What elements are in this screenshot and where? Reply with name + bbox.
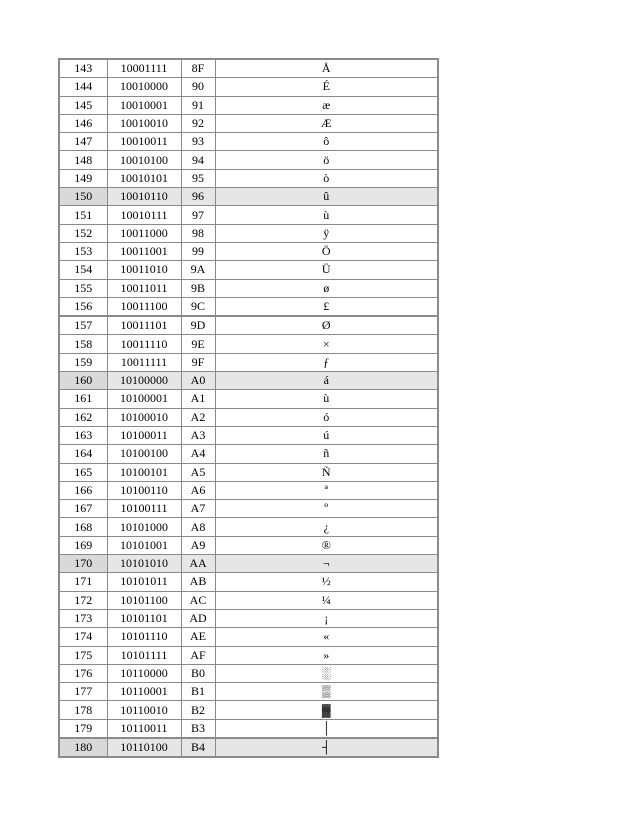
- character-cell: Ñ: [215, 463, 438, 481]
- hex-cell: 92: [181, 114, 215, 132]
- character-cell: Æ: [215, 114, 438, 132]
- binary-cell: 10010001: [107, 96, 181, 114]
- binary-cell: 10101011: [107, 573, 181, 591]
- character-cell: £: [215, 297, 438, 316]
- binary-cell: 10010111: [107, 206, 181, 224]
- hex-cell: 91: [181, 96, 215, 114]
- binary-cell: 10100101: [107, 463, 181, 481]
- character-cell: ¡: [215, 609, 438, 627]
- hex-cell: A6: [181, 481, 215, 499]
- character-cell: æ: [215, 96, 438, 114]
- character-cell: ñ: [215, 445, 438, 463]
- hex-cell: A7: [181, 500, 215, 518]
- hex-cell: A5: [181, 463, 215, 481]
- binary-cell: 10101111: [107, 646, 181, 664]
- table-row: [59, 591, 438, 609]
- binary-cell: 10011011: [107, 279, 181, 297]
- binary-cell: 10100111: [107, 500, 181, 518]
- binary-cell: 10100010: [107, 408, 181, 426]
- hex-cell: B4: [181, 738, 215, 757]
- decimal-cell: 173: [59, 609, 107, 627]
- hex-cell: 98: [181, 224, 215, 242]
- decimal-cell: 172: [59, 591, 107, 609]
- character-cell: ░: [215, 664, 438, 682]
- decimal-cell: 166: [59, 481, 107, 499]
- hex-cell: B3: [181, 719, 215, 738]
- character-cell: É: [215, 78, 438, 96]
- hex-cell: 8F: [181, 59, 215, 78]
- decimal-cell: 158: [59, 335, 107, 353]
- binary-cell: 10110000: [107, 664, 181, 682]
- decimal-cell: 171: [59, 573, 107, 591]
- hex-cell: A1: [181, 390, 215, 408]
- hex-cell: 93: [181, 133, 215, 151]
- table-row: [59, 114, 438, 132]
- hex-cell: AE: [181, 628, 215, 646]
- character-cell: »: [215, 646, 438, 664]
- table-row: [59, 335, 438, 353]
- character-cell: ×: [215, 335, 438, 353]
- character-cell: á: [215, 372, 438, 390]
- hex-cell: A9: [181, 536, 215, 554]
- character-cell: Ü: [215, 261, 438, 279]
- decimal-cell: 156: [59, 297, 107, 316]
- hex-cell: 9F: [181, 353, 215, 371]
- decimal-cell: 149: [59, 169, 107, 187]
- table-row: [59, 78, 438, 96]
- hex-cell: A8: [181, 518, 215, 536]
- hex-cell: B2: [181, 701, 215, 719]
- binary-cell: 10011100: [107, 297, 181, 316]
- binary-cell: 10110010: [107, 701, 181, 719]
- hex-cell: A2: [181, 408, 215, 426]
- character-cell: º: [215, 500, 438, 518]
- hex-cell: 97: [181, 206, 215, 224]
- decimal-cell: 168: [59, 518, 107, 536]
- table-row: [59, 188, 438, 206]
- character-cell: ö: [215, 151, 438, 169]
- character-cell: û: [215, 188, 438, 206]
- binary-cell: 10010000: [107, 78, 181, 96]
- character-cell: ª: [215, 481, 438, 499]
- character-cell: ø: [215, 279, 438, 297]
- table-row: [59, 408, 438, 426]
- hex-cell: AC: [181, 591, 215, 609]
- decimal-cell: 152: [59, 224, 107, 242]
- decimal-cell: 154: [59, 261, 107, 279]
- character-cell: ò: [215, 169, 438, 187]
- binary-cell: 10011111: [107, 353, 181, 371]
- decimal-cell: 151: [59, 206, 107, 224]
- table-row: [59, 372, 438, 390]
- decimal-cell: 179: [59, 719, 107, 738]
- decimal-cell: 164: [59, 445, 107, 463]
- binary-cell: 10010010: [107, 114, 181, 132]
- character-cell: ®: [215, 536, 438, 554]
- binary-cell: 10101100: [107, 591, 181, 609]
- binary-cell: 10110011: [107, 719, 181, 738]
- table-row: [59, 701, 438, 719]
- hex-cell: AF: [181, 646, 215, 664]
- hex-cell: A4: [181, 445, 215, 463]
- table-row: [59, 609, 438, 627]
- character-cell: ▓: [215, 701, 438, 719]
- table-row: [59, 353, 438, 371]
- character-cell: ÿ: [215, 224, 438, 242]
- character-cell: Ø: [215, 316, 438, 335]
- hex-cell: 9A: [181, 261, 215, 279]
- hex-cell: 96: [181, 188, 215, 206]
- decimal-cell: 169: [59, 536, 107, 554]
- binary-cell: 10010100: [107, 151, 181, 169]
- character-cell: ô: [215, 133, 438, 151]
- character-cell: ┤: [215, 738, 438, 757]
- table-row: [59, 390, 438, 408]
- table-row: [59, 426, 438, 444]
- table-row: [59, 463, 438, 481]
- character-cell: ¿: [215, 518, 438, 536]
- decimal-cell: 163: [59, 426, 107, 444]
- binary-cell: 10010110: [107, 188, 181, 206]
- character-cell: ½: [215, 573, 438, 591]
- binary-cell: 10110001: [107, 683, 181, 701]
- binary-cell: 10110100: [107, 738, 181, 757]
- table-row: [59, 316, 438, 335]
- table-row: [59, 500, 438, 518]
- table-row: [59, 738, 438, 757]
- hex-cell: AA: [181, 555, 215, 573]
- binary-cell: 10101101: [107, 609, 181, 627]
- hex-cell: A3: [181, 426, 215, 444]
- decimal-cell: 146: [59, 114, 107, 132]
- table-row: [59, 683, 438, 701]
- hex-cell: 99: [181, 242, 215, 260]
- character-cell: Å: [215, 59, 438, 78]
- hex-cell: B1: [181, 683, 215, 701]
- character-cell: ù: [215, 390, 438, 408]
- hex-cell: 9C: [181, 297, 215, 316]
- binary-cell: 10100011: [107, 426, 181, 444]
- hex-cell: 95: [181, 169, 215, 187]
- binary-cell: 10101001: [107, 536, 181, 554]
- character-cell: «: [215, 628, 438, 646]
- binary-cell: 10011001: [107, 242, 181, 260]
- binary-cell: 10011101: [107, 316, 181, 335]
- decimal-cell: 148: [59, 151, 107, 169]
- character-code-table: [58, 58, 439, 758]
- decimal-cell: 177: [59, 683, 107, 701]
- decimal-cell: 162: [59, 408, 107, 426]
- decimal-cell: 170: [59, 555, 107, 573]
- character-cell: ƒ: [215, 353, 438, 371]
- decimal-cell: 144: [59, 78, 107, 96]
- table-row: [59, 151, 438, 169]
- hex-cell: AB: [181, 573, 215, 591]
- decimal-cell: 161: [59, 390, 107, 408]
- binary-cell: 10011110: [107, 335, 181, 353]
- hex-cell: A0: [181, 372, 215, 390]
- decimal-cell: 153: [59, 242, 107, 260]
- table-row: [59, 481, 438, 499]
- table-row: [59, 646, 438, 664]
- hex-cell: 90: [181, 78, 215, 96]
- decimal-cell: 175: [59, 646, 107, 664]
- table-row: [59, 279, 438, 297]
- character-cell: │: [215, 719, 438, 738]
- hex-cell: 9E: [181, 335, 215, 353]
- decimal-cell: 145: [59, 96, 107, 114]
- character-cell: ¬: [215, 555, 438, 573]
- table-row: [59, 628, 438, 646]
- table-row: [59, 536, 438, 554]
- table-row: [59, 573, 438, 591]
- decimal-cell: 150: [59, 188, 107, 206]
- binary-cell: 10011000: [107, 224, 181, 242]
- character-cell: ù: [215, 206, 438, 224]
- binary-cell: 10101010: [107, 555, 181, 573]
- hex-cell: AD: [181, 609, 215, 627]
- decimal-cell: 165: [59, 463, 107, 481]
- decimal-cell: 157: [59, 316, 107, 335]
- character-cell: ú: [215, 426, 438, 444]
- table-row: [59, 555, 438, 573]
- decimal-cell: 176: [59, 664, 107, 682]
- binary-cell: 10011010: [107, 261, 181, 279]
- table-row: [59, 261, 438, 279]
- character-cell: ▒: [215, 683, 438, 701]
- hex-cell: 9D: [181, 316, 215, 335]
- decimal-cell: 143: [59, 59, 107, 78]
- decimal-cell: 178: [59, 701, 107, 719]
- binary-cell: 10100110: [107, 481, 181, 499]
- binary-cell: 10010101: [107, 169, 181, 187]
- character-cell: Ö: [215, 242, 438, 260]
- binary-cell: 10001111: [107, 59, 181, 78]
- table-row: [59, 169, 438, 187]
- table-row: [59, 224, 438, 242]
- binary-cell: 10010011: [107, 133, 181, 151]
- hex-cell: 94: [181, 151, 215, 169]
- character-cell: ó: [215, 408, 438, 426]
- table-row: [59, 297, 438, 316]
- binary-cell: 10101110: [107, 628, 181, 646]
- table-row: [59, 206, 438, 224]
- decimal-cell: 147: [59, 133, 107, 151]
- table-row: [59, 242, 438, 260]
- table-row: [59, 59, 438, 78]
- decimal-cell: 167: [59, 500, 107, 518]
- table-row: [59, 719, 438, 738]
- binary-cell: 10100001: [107, 390, 181, 408]
- character-cell: ¼: [215, 591, 438, 609]
- hex-cell: 9B: [181, 279, 215, 297]
- binary-cell: 10100100: [107, 445, 181, 463]
- decimal-cell: 180: [59, 738, 107, 757]
- decimal-cell: 155: [59, 279, 107, 297]
- decimal-cell: 160: [59, 372, 107, 390]
- table-body: [59, 59, 438, 757]
- binary-cell: 10100000: [107, 372, 181, 390]
- table-row: [59, 96, 438, 114]
- decimal-cell: 174: [59, 628, 107, 646]
- table-row: [59, 518, 438, 536]
- table-row: [59, 664, 438, 682]
- table-row: [59, 133, 438, 151]
- decimal-cell: 159: [59, 353, 107, 371]
- table-row: [59, 445, 438, 463]
- binary-cell: 10101000: [107, 518, 181, 536]
- hex-cell: B0: [181, 664, 215, 682]
